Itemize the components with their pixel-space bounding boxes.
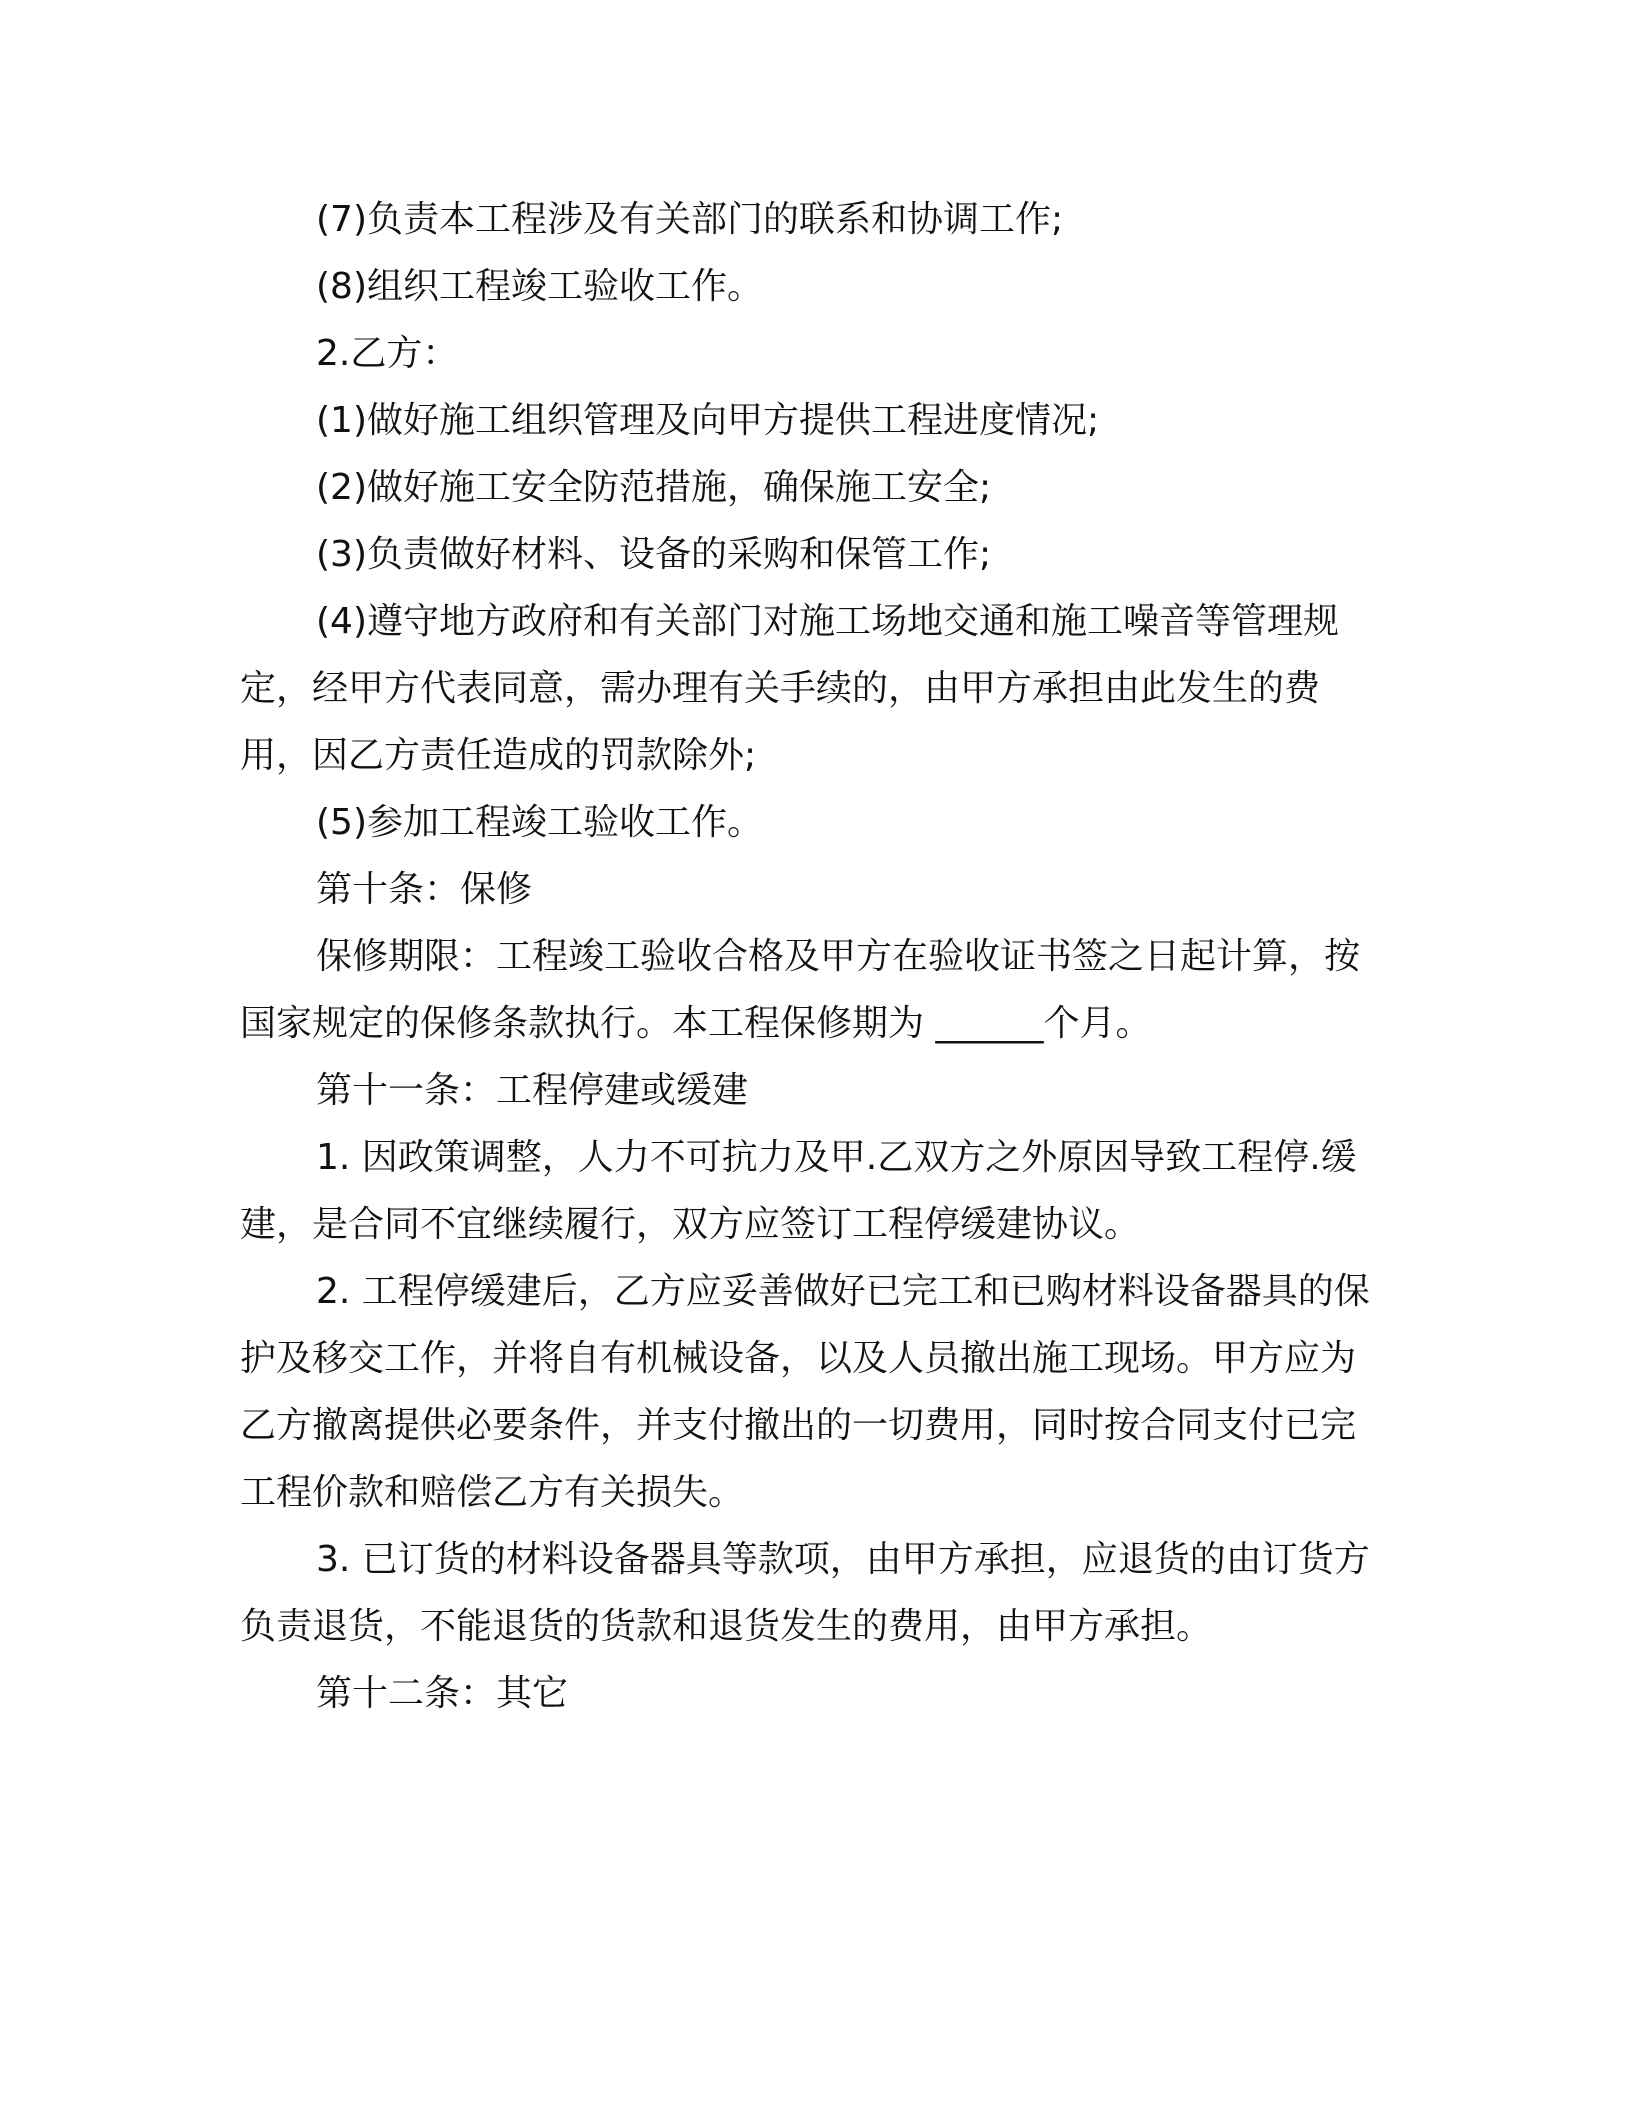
paragraph-warranty-period: 保修期限：工程竣工验收合格及甲方在验收证书签之日起计算，按国家规定的保修条款执行。本工程保修期为 ______个月。 bbox=[240, 936, 1361, 1044]
paragraph-suspension-1: 1. 因政策调整，人力不可抗力及甲.乙双方之外原因导致工程停.缓建，是合同不宜继续履行，双方应签订工程停缓建协议。 bbox=[240, 1137, 1357, 1245]
paragraph-party-b-3: (3)负责做好材料、设备的采购和保管工作; bbox=[316, 534, 992, 575]
paragraph-party-b-4: (4)遵守地方政府和有关部门对施工场地交通和施工噪音等管理规定，经甲方代表同意，需办理有关手续的，由甲方承担由此发生的费用，因乙方责任造成的罚款除外; bbox=[240, 601, 1339, 776]
paragraph-suspension-2: 2. 工程停缓建后，乙方应妥善做好已完工和已购材料设备器具的保护及移交工作，并将自有机械设备，以及人员撤出施工现场。甲方应为乙方撤离提供必要条件，并支付撤出的一切费用，同时按合同支付已完工程价款和赔偿乙方有关损失。 bbox=[240, 1271, 1370, 1513]
paragraph-clause-8: (8)组织工程竣工验收工作。 bbox=[316, 266, 763, 307]
article-11-heading: 第十一条：工程停建或缓建 bbox=[316, 1070, 749, 1111]
paragraph-party-b-heading: 2.乙方： bbox=[316, 333, 459, 374]
paragraph-clause-7: (7)负责本工程涉及有关部门的联系和协调工作; bbox=[316, 199, 1064, 240]
paragraph-party-b-5: (5)参加工程竣工验收工作。 bbox=[316, 802, 763, 843]
article-10-heading: 第十条：保修 bbox=[316, 869, 533, 910]
paragraph-suspension-3: 3. 已订货的材料设备器具等款项，由甲方承担，应退货的由订货方负责退货，不能退货的货款和退货发生的费用，由甲方承担。 bbox=[240, 1539, 1370, 1647]
article-12-heading: 第十二条：其它 bbox=[316, 1673, 569, 1714]
document-body bbox=[240, 186, 1385, 1727]
paragraph-party-b-1: (1)做好施工组织管理及向甲方提供工程进度情况; bbox=[316, 400, 1100, 441]
paragraph-party-b-2: (2)做好施工安全防范措施，确保施工安全; bbox=[316, 467, 992, 508]
